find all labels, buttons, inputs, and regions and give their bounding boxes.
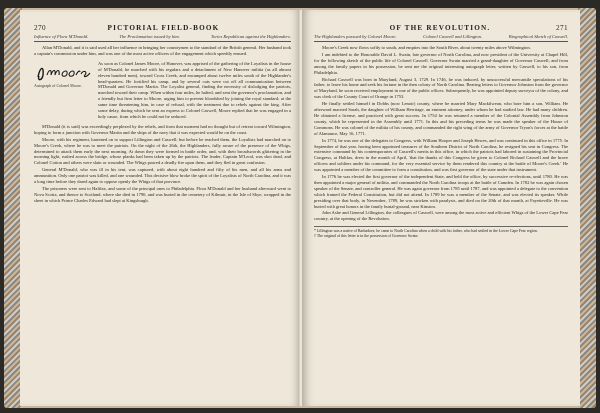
right-sub-left: The Highlanders pursued by Colonel Moore. (314, 34, 397, 39)
right-sub-center: Colonel Caswell and Lillington. (423, 34, 483, 39)
right-paragraph: He finally settled himself in Dobbs (now Lenoir) county, where he married Mary Mackilwean, who bore him a son, William. He afterward married Sarah, the daughter of William Herritage, an eminent attorney, under whom he had studied law. He had many children. He obtained a license, and practiced with great success. In 1754 he was returned a member of the Colonial Assembly from Johnston county, which he represented in the Assembly until 1771. In this and his preceding terms he was made the speaker of the House of Commons. He was colonel of the militia of his county, and commanded the right wing of the army of Governor Tryon's forces at the battle of Alamance, May 16, 1771. (314, 101, 568, 136)
left-sub-left: Influence of Flora M'Donald. (34, 34, 89, 39)
right-paragraph: I am indebted to the Honorable David L. Swain, late governor of North Carolina, and now president of the University at Chapel Hill, for the following sketch of the public life of Colonel Caswell. Governor Swain married a grand-daughter of Governor Caswell; and from among the family papers in his possession, he sent me the original interesting autograph letter, written by Caswell, to his son, from Philadelphia. (314, 51, 568, 75)
left-paragraph: M'Donald (it is said) was exceedingly perplexed by the rebels, and from that moment had no thought but of retreat toward Wilmington, hoping to form a junction with Governor Martin and the ships of the navy that it was expected would be on the coast. (34, 123, 291, 135)
left-running-header (34, 24, 291, 32)
left-sub-right: Tories Republican against the Highlanders. (210, 34, 291, 39)
signature-caption: Autograph of Colonel Moore. (34, 82, 82, 88)
right-running-header (314, 24, 568, 32)
footnote: † The original of this letter is in the possession of Governor Swain. (314, 234, 419, 239)
right-page-number: 271 (556, 24, 568, 32)
left-paragraph: The prisoners were sent to Halifax, and some of the principal ones to Philadelphia. Flora M'Donald and her husband afterward went to Nova Scotia, and thence to Scotland, where she died in 1790, and was buried in the cemetery of Kilmuir, in the Isle of Skye, wrapped in the sheet in which Prince Charles Edward had slept at Kingsburgh. (34, 185, 291, 203)
right-subheading (314, 34, 568, 42)
right-paragraph: Moore's Creek now flows softly to south, and empties into the South River, about twenty miles above Wilmington. (322, 45, 531, 50)
footnotes (314, 226, 568, 239)
left-running-title: PICTORIAL FIELD-BOOK (107, 24, 220, 32)
left-subheading (34, 34, 291, 42)
left-page-number: 270 (34, 24, 46, 32)
right-paragraph: John Ashe and General Lillington, the colleagues of Caswell, were among the most active and efficient Whigs of the Lower Cape Fear country, at the opening of the Revolution. (314, 210, 568, 222)
left-sub-center: The Proclamation issued by him. (119, 34, 180, 39)
marbled-edge-right (578, 8, 596, 408)
left-page (20, 10, 301, 406)
left-paragraph: General M'Donald, who was ill in his tent, was captured, with about eight hundred and fifty of his men, and all his arms and ammunition. Only one patriot was killed, and one wounded. This decisive blow broke the spirit of the Loyalists of North Carolina, and it was a long time before they dared again to oppose openly the Whigs of that province. (34, 167, 291, 185)
right-page (302, 10, 580, 406)
right-paragraph: In 1776 he was elected the first governor of the independent State, and held the office, by successive re-elections, until 1780. He was then appointed a major general of militia, and commanded the North Carolina troops at the battle of Camden. In 1782 he was again chosen speaker of the Senate, and controller general. He was again governor from 1785 until 1787, and was appointed a delegate to the convention which framed the Federal Constitution, but did not attend. In 1789 he was a member of the Senate, and was elected its speaker. While presiding over that body, in November, 1789, he was stricken with paralysis, and died on the 20th of that month, at Fayetteville. He was buried with great honors in the family burial-ground, near Kinston. (314, 174, 568, 209)
moore-signature-image (34, 61, 92, 83)
right-sub-right: Biographical Sketch of Caswell. (508, 34, 568, 39)
right-running-title: OF THE REVOLUTION. (389, 24, 491, 32)
signature-block (34, 61, 291, 120)
left-body-text (34, 45, 291, 204)
right-body-text (314, 45, 568, 239)
right-paragraph: Richard Caswell was born in Maryland, August 3, 1729. In 1746, he was induced, by unsuccessful mercantile speculations of his father, to leave his home and seek his fortune in the then colony of North Carolina. Bearing letters to Governor Johnston from the governor of Maryland, he soon received employment in one of the public offices. Subsequently, he was appointed deputy surveyor of the colony, and was clerk of the County Court of Orange in 1753. (314, 76, 568, 100)
left-paragraph: Allan M'Donald, and it is said used all her influence in bringing her countrymen to the standard of the British general. Her husband took a captain's commission under him, and was one of the most active officers of the engagement which speedily ensued. (34, 45, 291, 56)
open-book (4, 8, 596, 408)
left-paragraph: Moore, with his regiment, hastened on to support Lillington and Caswell; but before he reached them, the Loyalists had marched on to Moore's Creek, where he was to meet the patriots. On the night of the 26th, the Highlanders, fully aware of the presence of the Whigs, determined to attack them early the next morning. At dawn they were formed in battle order, and, with their broadswords glittering in the morning light, rushed across the bridge, whose planks had been taken up by the patriots. The leader, Captain M'Leod, was shot dead, and Colonel Cotton and others were slain or wounded. The Whigs poured a deadly fire upon them, and they fled in great confusion. (34, 136, 291, 166)
left-paragraph: As soon as Colonel James Moore, of Hanover, was apprised of the gathering of the Loyalists in the house of M'Donald, he marched with his regulars and a detachment of New Hanover militia (as all almost eleven hundred men), toward Cross Creek, and encamped about twelve miles south of the Highlander's head-quarters. He fortified his camp, and by several cuts were cut off all communication between M'Donald and Governor Martin. The Loyalist general, finding the necessity of dislodging the patriots, marched toward their camp. When within four miles, he halted, and sent the governor's proclamation, and a friendly but firm letter to Moore, urging him to prevent bloodshed by joining the royal standard; at the same time threatening him, in case of refusal, with the treatment due to rebels against the king. After some delay, during which he sent an express to Colonel Caswell, Moore replied that he was engaged in a holy cause, from which he could not be seduced. (98, 60, 291, 119)
footnote: * Lillington was a native of Barbadoes; he came to North Carolina when a child with his father, who had settled in the Lower Cape Fear region. (314, 229, 538, 234)
right-paragraph: In 1774, he was one of the delegates to Congress, with William Hooper and Joseph Hewes, and was continued in this office in 1775. In September of that year, having been appointed treasurer of the Southern District of North Carolina, he resigned his seat in Congress. The extensive command by his contemporaries of Caswell's merits in this office, in which the patriots had labored in sustaining the Provincial Congress, at Halifax, drew in the month of April, 'that the thanks of this Congress be given to Colonel Richard Caswell and the brave officers and soldiers under his command, for the very essential service by them rendered this country at the battle of Moore's Creek.' He was appointed a member of the committee to form a constitution, and was first governor of the state under that instrument. (314, 137, 568, 173)
